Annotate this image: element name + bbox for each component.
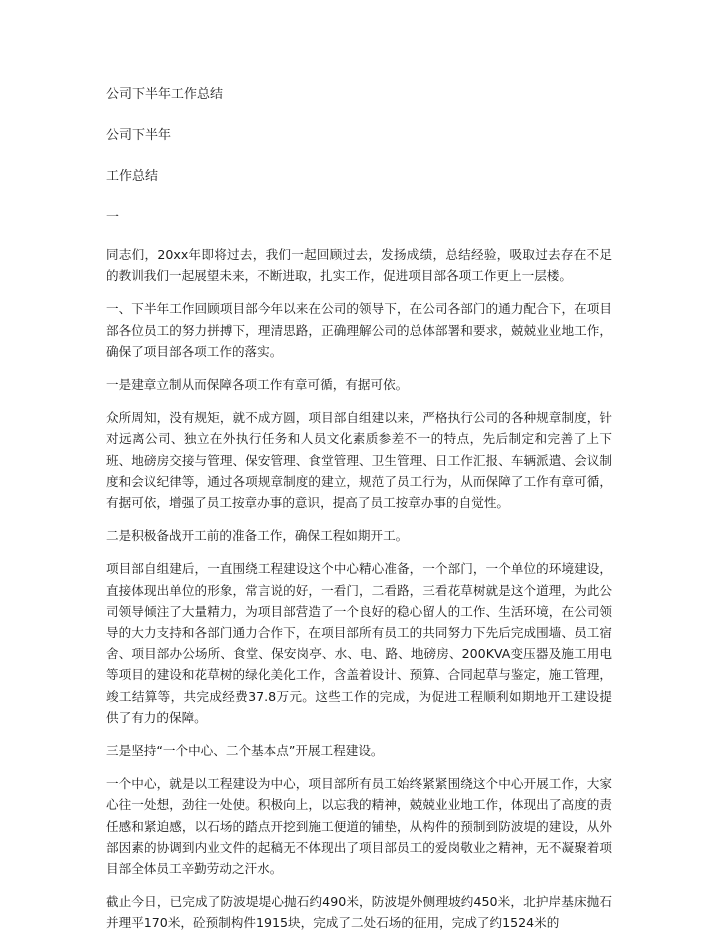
section-dash: 一 (106, 210, 120, 225)
paragraph-intro: 同志们，20xx年即将过去，我们一起回顾过去，发扬成绩，总结经验，吸取过去存在不足的教训我们一起展望未来，不断进取，扎实工作，促进项目部各项工作更上一层楼。 (106, 247, 612, 284)
document-title: 公司下半年工作总结 (106, 87, 224, 102)
document-subtitle-2: 工作总结 (106, 169, 159, 184)
paragraph-one-center: 一个中心，就是以工程建设为中心，项目部所有员工始终紧紧围绕这个中心开展工作，大家心往一处想，劲往一处使。积极向上，以忘我的精神，兢兢业业地工作，体现出了高度的责任感和紧迫感，以石场的踏点开挖到施工便道的铺垫，从构件的预制到防波堤的建设，从外部因素的协调到内业文件的起稿无不体现出了项目部员工的爱岗敬业之精神，无不凝聚着项目部全体员工辛勤劳动之汗水。 (106, 776, 612, 877)
paragraph-preparation: 项目部自组建后，一直围绕工程建设这个中心精心准备，一个部门，一个单位的环境建设，直接体现出单位的形象，常言说的好，一看门，二看路，三看花草树就是这个道理，为此公司领导倾注了大量精力，为项目部营造了一个良好的稳心留人的工作、生活环境，在公司领导的大力支持和各部门通力合作下，在项目部所有员工的共同努力下先后完成围墙、员工宿舍、项目部办公场所、食堂、保安岗亭、水、电、路、地磅房、200KVA变压器及施工用电等项目的建设和花草树的绿化美化工作，含盖着设计、预算、合同起草与鉴定，施工管理，竣工结算等，共完成经费37.8万元。这些工作的完成，为促进工程顺利如期地开工建设提供了有力的保障。 (106, 561, 612, 725)
paragraph-point-1-heading: 一是建章立制从而保障各项工作有章可循，有据可依。 (106, 377, 409, 393)
paragraph-review: 一、下半年工作回顾项目部今年以来在公司的领导下，在公司各部门的通力配合下，在项目部各位员工的努力拼搏下，理清思路，正确理解公司的总体部署和要求，兢兢业业地工作，确保了项目部各项工作的落实。 (106, 301, 612, 359)
paragraph-progress: 截止今日，已完成了防波堤堤心抛石约490米，防波堤外侧理坡约450米，北护岸基床抛石并理平170米，砼预制构件1915块，完成了二处石场的征用，完成了约1524米的 (106, 894, 612, 931)
paragraph-rules: 众所周知，没有规矩，就不成方圆，项目部自组建以来，严格执行公司的各种规章制度，针对远离公司、独立在外执行任务和人员文化素质参差不一的特点，先后制定和完善了上下班、地磅房交接与管理、保安管理、食堂管理、卫生管理、日工作汇报、车辆派遣、会议制度和会议纪律等，通过各项规章制度的建立，规范了员工行为，从而保障了工作有章可循，有据可依，增强了员工按章办事的意识，提高了员工按章办事的自觉性。 (106, 410, 612, 511)
document-subtitle-1: 公司下半年 (106, 128, 172, 143)
paragraph-point-3-heading: 三是坚持“一个中心、二个基本点”开展工程建设。 (106, 743, 384, 759)
document-page (106, 84, 612, 946)
heading-block (106, 84, 612, 187)
paragraph-point-2-heading: 二是积极备战开工前的准备工作，确保工程如期开工。 (106, 528, 409, 544)
